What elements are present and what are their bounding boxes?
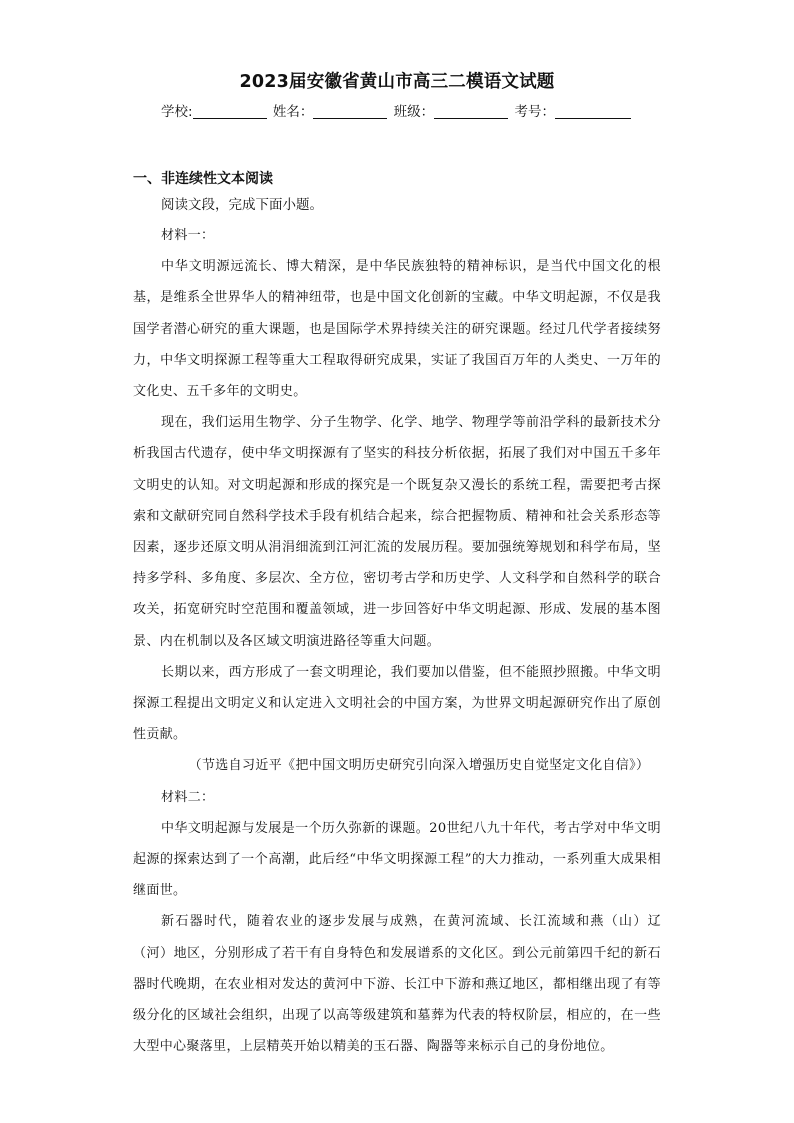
exam-title: 2023届安徽省黄山市高三二模语文试题 bbox=[239, 72, 555, 92]
material-2-paragraph-1: 中华文明起源与发展是一个历久弥新的课题。20世纪八九十年代，考古学对中华文明起源的探索达到了一个高潮，此后经“中华文明探源工程”的大力推动，一系列重大成果相继面世。 bbox=[133, 820, 661, 899]
class-field bbox=[394, 100, 509, 120]
student-info-line bbox=[0, 100, 794, 120]
reading-passage bbox=[133, 220, 661, 1062]
exam-number-label: 考号： bbox=[514, 104, 555, 120]
school-blank bbox=[193, 104, 267, 119]
name-field bbox=[273, 100, 388, 120]
school-label: 学校: bbox=[161, 104, 193, 120]
section-heading: 一、非连续性文本阅读 bbox=[133, 171, 273, 187]
material-1-paragraph-3: 长期以来，西方形成了一套文明理论，我们要加以借鉴，但不能照抄照搬。中华文明探源工程提出文明定义和认定进入文明社会的中国方案，为世界文明起源研究作出了原创性贡献。 bbox=[133, 664, 661, 743]
class-blank bbox=[434, 104, 508, 119]
material-1-label: 材料一： bbox=[161, 228, 215, 243]
material-2-label: 材料二： bbox=[161, 789, 215, 805]
name-label: 姓名： bbox=[272, 104, 314, 120]
name-blank bbox=[313, 104, 387, 119]
material-2-paragraph-2: 新石器时代，随着农业的逐步发展与成熟，在黄河流域、长江流域和燕（山）辽（河）地区，分别形成了若干有自身特色和发展谱系的文化区。到公元前第四千纪的新石器时代晚期，在农业相对发达的黄河中下游、长江中下游和燕辽地区，都相继出现了有等级分化的区域社会组织，出现了以高等级建筑和墓葬为代表的特权阶层，相应的，在一些大型中心聚落里，上层精英开始以精美的玉石器、陶器等来标示自己的身份地位。 bbox=[133, 914, 661, 1055]
reading-instruction: 阅读文段，完成下面小题。 bbox=[161, 197, 323, 213]
school-field bbox=[161, 100, 267, 120]
material-1-citation: （节选自习近平《把中国文明历史研究引向深入增强历史自觉坚定文化自信》） bbox=[188, 758, 650, 774]
exam-number-field bbox=[514, 100, 631, 120]
class-label: 班级： bbox=[393, 104, 435, 120]
material-1-paragraph-2: 现在，我们运用生物学、分子生物学、化学、地学、物理学等前沿学科的最新技术分析我国古代遗存，使中华文明探源有了坚实的科技分析依据，拓展了我们对中国五千多年文明史的认知。对文明起源和形成的探究是一个既复杂又漫长的系统工程，需要把考古探索和文献研究同自然科学技术手段有机结合起来，综合把握物质、精神和社会关系形态等因素，逐步还原文明从涓涓细流到江河汇流的发展历程。要加强统筹规划和科学布局，坚持多学科、多角度、多层次、全方位，密切考古学和历史学、人文科学和自然科学的联合攻关，拓宽研究时空范围和覆盖领域，进一步回答好中华文明起源、形成、发展的基本图景、内在机制以及各区域文明演进路径等重大问题。 bbox=[133, 415, 661, 649]
material-1-paragraph-1: 中华文明源远流长、博大精深，是中华民族独特的精神标识，是当代中国文化的根基，是维系全世界华人的精神纽带，也是中国文化创新的宝藏。中华文明起源，不仅是我国学者潜心研究的重大课题，也是国际学术界持续关注的研究课题。经过几代学者接续努力，中华文明探源工程等重大工程取得研究成果，实证了我国百万年的人类史、一万年的文化史、五千多年的文明史。 bbox=[133, 259, 661, 400]
exam-number-blank bbox=[555, 104, 631, 119]
